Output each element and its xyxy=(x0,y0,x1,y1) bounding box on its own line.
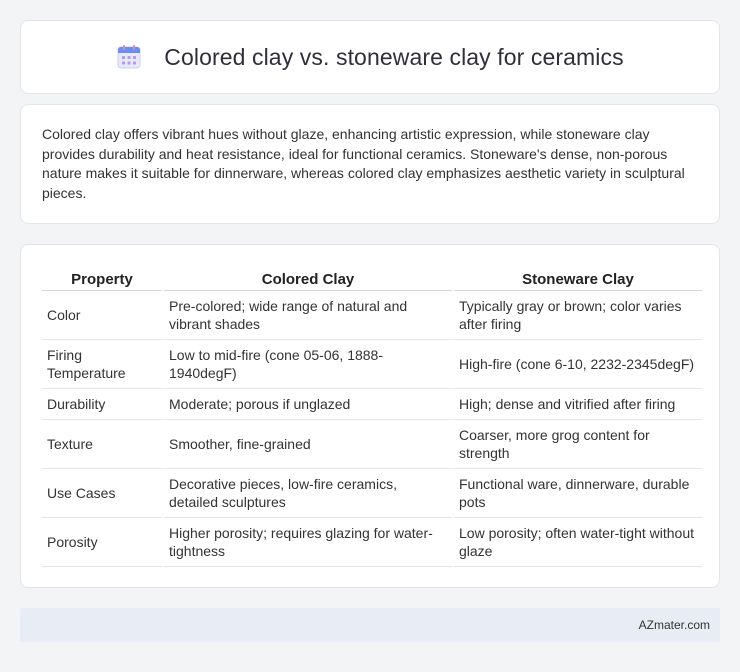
column-header-stoneware-clay: Stoneware Clay xyxy=(454,265,702,291)
row-colored-clay: Pre-colored; wide range of natural and vibrant shades xyxy=(164,291,452,340)
column-header-colored-clay: Colored Clay xyxy=(164,265,452,291)
table-row xyxy=(42,518,702,567)
row-property: Use Cases xyxy=(42,469,162,518)
comparison-table-card xyxy=(20,244,720,588)
calendar-icon xyxy=(116,44,142,70)
row-colored-clay: Higher porosity; requires glazing for water-tightness xyxy=(164,518,452,567)
table-row xyxy=(42,469,702,518)
row-colored-clay: Moderate; porous if unglazed xyxy=(164,389,452,420)
row-property: Firing Temperature xyxy=(42,340,162,389)
row-stoneware-clay: High; dense and vitrified after firing xyxy=(454,389,702,420)
row-stoneware-clay: Functional ware, dinnerware, durable pots xyxy=(454,469,702,518)
summary-text: Colored clay offers vibrant hues without glaze, enhancing artistic expression, while stoneware clay provides durability and heat resistance, ideal for functional ceramics. Stoneware's dense, non-porous nature makes it suitable for dinnerware, whereas colored clay emphasizes aesthetic variety in sculptural pieces. xyxy=(42,126,685,201)
summary-card xyxy=(20,104,720,224)
row-property: Porosity xyxy=(42,518,162,567)
row-property: Texture xyxy=(42,420,162,469)
table-row xyxy=(42,389,702,420)
table-row xyxy=(42,420,702,469)
row-stoneware-clay: Typically gray or brown; color varies after firing xyxy=(454,291,702,340)
footer-site-label: AZmater.com xyxy=(638,618,710,632)
row-colored-clay: Smoother, fine-grained xyxy=(164,420,452,469)
page-title: Colored clay vs. stoneware clay for ceramics xyxy=(164,43,624,70)
row-property: Durability xyxy=(42,389,162,420)
table-row xyxy=(42,291,702,340)
footer xyxy=(20,608,720,642)
row-stoneware-clay: Low porosity; often water-tight without glaze xyxy=(454,518,702,567)
row-colored-clay: Decorative pieces, low-fire ceramics, detailed sculptures xyxy=(164,469,452,518)
table-row xyxy=(42,340,702,389)
row-property: Color xyxy=(42,291,162,340)
column-header-property: Property xyxy=(42,265,162,291)
row-colored-clay: Low to mid-fire (cone 05-06, 1888-1940degF) xyxy=(164,340,452,389)
row-stoneware-clay: Coarser, more grog content for strength xyxy=(454,420,702,469)
title-wrap xyxy=(116,44,623,71)
title-card xyxy=(20,20,720,94)
comparison-table xyxy=(40,265,704,567)
row-stoneware-clay: High-fire (cone 6-10, 2232-2345degF) xyxy=(454,340,702,389)
table-header-row xyxy=(42,265,702,291)
